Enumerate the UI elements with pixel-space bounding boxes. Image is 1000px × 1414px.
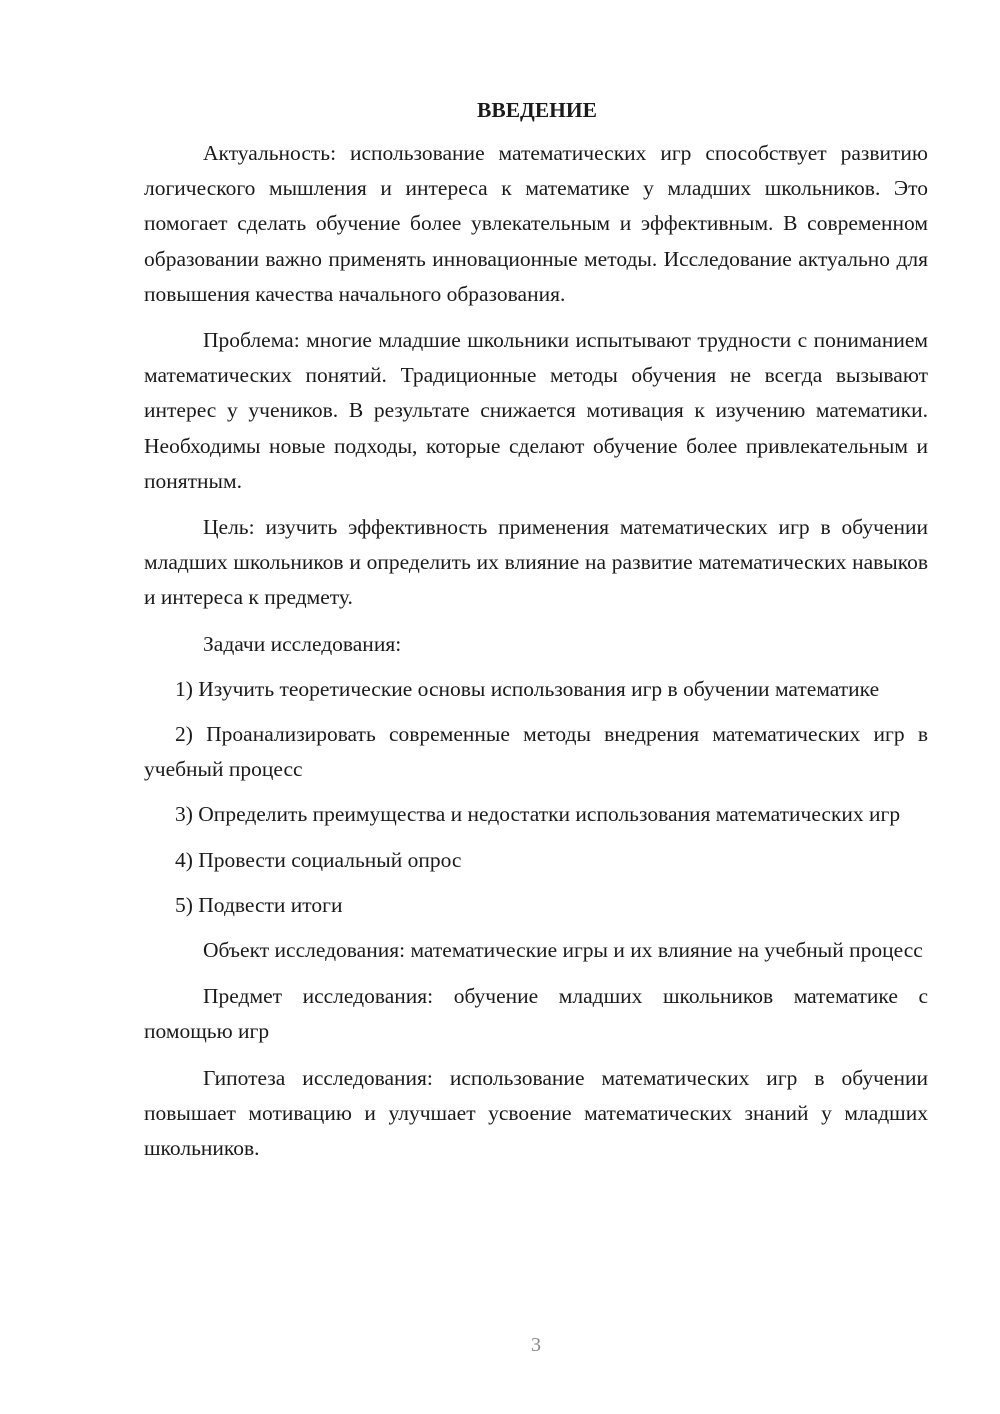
task-item-2: 2) Проанализировать современные методы внедрения математических игр в учебный процесс [144, 722, 928, 782]
task-item-4: 4) Провести социальный опрос [175, 847, 462, 872]
goal-paragraph: Цель: изучить эффективность применения математических игр в обучении младших школьников и определить их влияние на развитие математических навыков и интереса к предмету. [144, 515, 928, 610]
object-paragraph: Объект исследования: математические игры и их влияние на учебный процесс [203, 938, 923, 963]
subject-paragraph: Предмет исследования: обучение младших школьников математике с помощью игр [144, 984, 928, 1044]
task-item-5: 5) Подвести итоги [175, 892, 343, 917]
task-item-3: 3) Определить преимущества и недостатки использования математических игр [175, 802, 901, 827]
task-item-1: 1) Изучить теоретические основы использования игр в обучении математике [175, 676, 880, 701]
page-title: ВВЕДЕНИЕ [477, 98, 597, 122]
tasks-heading: Задачи исследования: [203, 631, 402, 656]
page-number: 3 [531, 1334, 541, 1356]
page-content [144, 96, 928, 1177]
problem-paragraph: Проблема: многие младшие школьники испытывают трудности с пониманием математических понятий. Традиционные методы обучения не всегда вызывают интерес у учеников. В результате снижается мотивация к изучению математики. Необходимы новые подходы, которые сделают обучение более привлекательным и понятным. [144, 328, 928, 493]
relevance-paragraph: Актуальность: использование математических игр способствует развитию логического мышления и интереса к математике у младших школьников. Это помогает сделать обучение более увлекательным и эффективным. В современном образовании важно применять инновационные методы. Исследование актуально для повышения качества начального образования. [144, 141, 928, 306]
hypothesis-paragraph: Гипотеза исследования: использование математических игр в обучении повышает мотивацию и улучшает усвоение математических знаний у младших школьников. [144, 1065, 928, 1161]
